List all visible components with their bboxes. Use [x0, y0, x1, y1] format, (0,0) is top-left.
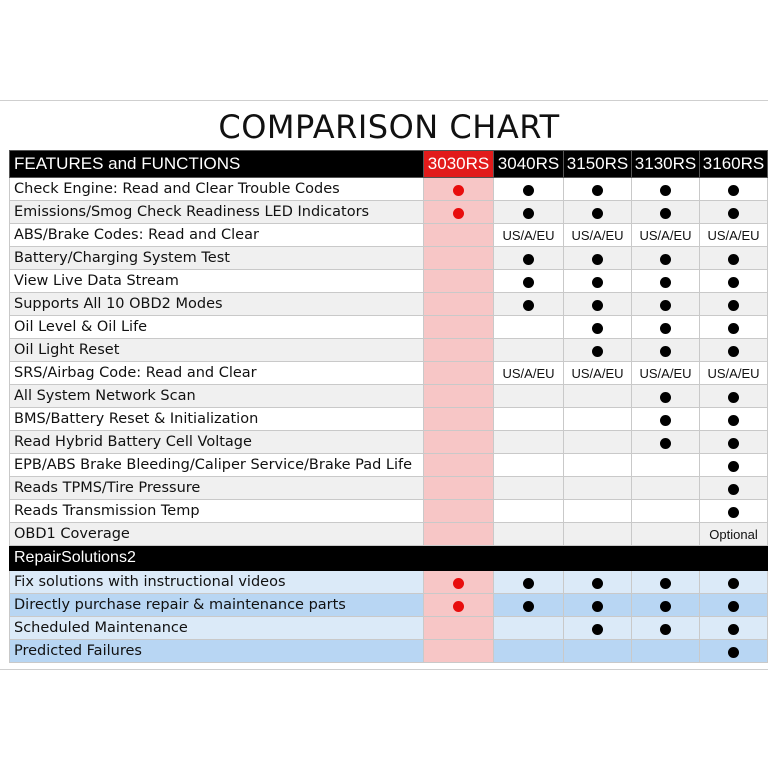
feature-cell-empty	[494, 523, 564, 546]
feature-cell-empty	[632, 454, 700, 477]
dot-icon	[523, 208, 534, 219]
feature-cell-empty	[424, 362, 494, 385]
dot-icon	[523, 578, 534, 589]
feature-name: Reads Transmission Temp	[10, 500, 424, 523]
feature-name: Oil Light Reset	[10, 339, 424, 362]
dot-icon	[523, 185, 534, 196]
feature-cell	[632, 316, 700, 339]
dot-icon	[660, 601, 671, 612]
feature-cell-empty	[494, 640, 564, 663]
feature-cell	[564, 617, 632, 640]
dot-icon	[660, 346, 671, 357]
feature-name: EPB/ABS Brake Bleeding/Caliper Service/Brake Pad Life	[10, 454, 424, 477]
dot-icon	[592, 601, 603, 612]
feature-name: All System Network Scan	[10, 385, 424, 408]
table-row	[10, 571, 768, 594]
feature-cell	[700, 571, 768, 594]
feature-cell	[494, 293, 564, 316]
feature-cell	[632, 247, 700, 270]
feature-cell	[632, 178, 700, 201]
feature-name: Check Engine: Read and Clear Trouble Codes	[10, 178, 424, 201]
dot-icon	[592, 300, 603, 311]
table-row	[10, 477, 768, 500]
table-row	[10, 270, 768, 293]
feature-cell	[494, 270, 564, 293]
table-row	[10, 201, 768, 224]
red-dot-icon	[453, 601, 464, 612]
dot-icon	[728, 415, 739, 426]
feature-cell	[700, 431, 768, 454]
dot-icon	[660, 438, 671, 449]
feature-cell-text: US/A/EU	[700, 224, 768, 247]
feature-cell	[494, 201, 564, 224]
feature-cell-empty	[494, 408, 564, 431]
feature-cell-empty	[564, 523, 632, 546]
feature-cell-text: US/A/EU	[632, 362, 700, 385]
dot-icon	[523, 254, 534, 265]
table-row	[10, 385, 768, 408]
dot-icon	[660, 624, 671, 635]
feature-cell	[494, 178, 564, 201]
feature-cell-empty	[494, 431, 564, 454]
feature-cell-empty	[424, 270, 494, 293]
feature-cell	[564, 339, 632, 362]
feature-cell	[564, 316, 632, 339]
feature-cell-empty	[424, 617, 494, 640]
dot-icon	[660, 277, 671, 288]
dot-icon	[523, 601, 534, 612]
feature-cell-empty	[494, 385, 564, 408]
feature-cell	[700, 500, 768, 523]
feature-cell-empty	[424, 339, 494, 362]
table-row	[10, 224, 768, 247]
dot-icon	[592, 208, 603, 219]
feature-name: ABS/Brake Codes: Read and Clear	[10, 224, 424, 247]
feature-name: Read Hybrid Battery Cell Voltage	[10, 431, 424, 454]
feature-cell	[700, 178, 768, 201]
dot-icon	[728, 507, 739, 518]
feature-name: Scheduled Maintenance	[10, 617, 424, 640]
feature-cell-empty	[632, 523, 700, 546]
feature-cell	[700, 293, 768, 316]
feature-cell-empty	[632, 640, 700, 663]
dot-icon	[728, 277, 739, 288]
feature-name: View Live Data Stream	[10, 270, 424, 293]
feature-name: Predicted Failures	[10, 640, 424, 663]
feature-cell	[700, 617, 768, 640]
feature-cell	[632, 617, 700, 640]
dot-icon	[728, 346, 739, 357]
feature-cell	[700, 385, 768, 408]
dot-icon	[728, 300, 739, 311]
feature-cell	[494, 571, 564, 594]
feature-cell-empty	[424, 523, 494, 546]
feature-cell	[424, 178, 494, 201]
feature-cell-empty	[494, 500, 564, 523]
feature-cell-empty	[564, 408, 632, 431]
dot-icon	[728, 392, 739, 403]
table-row	[10, 408, 768, 431]
feature-name: BMS/Battery Reset & Initialization	[10, 408, 424, 431]
table-row	[10, 316, 768, 339]
feature-cell-empty	[424, 454, 494, 477]
dot-icon	[592, 254, 603, 265]
feature-cell	[700, 339, 768, 362]
header-row	[10, 151, 768, 178]
feature-cell-empty	[424, 385, 494, 408]
feature-cell-empty	[564, 431, 632, 454]
dot-icon	[728, 208, 739, 219]
dot-icon	[728, 484, 739, 495]
feature-cell	[700, 247, 768, 270]
feature-cell-empty	[424, 431, 494, 454]
red-dot-icon	[453, 185, 464, 196]
feature-name: Emissions/Smog Check Readiness LED Indicators	[10, 201, 424, 224]
feature-name: Supports All 10 OBD2 Modes	[10, 293, 424, 316]
table-row	[10, 454, 768, 477]
feature-cell-text: US/A/EU	[564, 224, 632, 247]
feature-cell-text: US/A/EU	[564, 362, 632, 385]
feature-cell-empty	[632, 500, 700, 523]
feature-cell	[632, 293, 700, 316]
dot-icon	[660, 323, 671, 334]
feature-cell	[700, 201, 768, 224]
feature-cell	[564, 571, 632, 594]
dot-icon	[592, 277, 603, 288]
feature-cell-empty	[424, 247, 494, 270]
feature-cell-text: US/A/EU	[494, 362, 564, 385]
feature-cell-empty	[494, 454, 564, 477]
feature-name: Oil Level & Oil Life	[10, 316, 424, 339]
dot-icon	[660, 208, 671, 219]
feature-cell-empty	[564, 454, 632, 477]
model-header: 3160RS	[700, 151, 768, 178]
dot-icon	[728, 624, 739, 635]
feature-cell-empty	[494, 617, 564, 640]
section-label: RepairSolutions2	[10, 546, 768, 571]
dot-icon	[728, 461, 739, 472]
feature-cell-empty	[424, 640, 494, 663]
feature-name: Reads TPMS/Tire Pressure	[10, 477, 424, 500]
feature-cell	[700, 454, 768, 477]
feature-cell	[424, 594, 494, 617]
dot-icon	[592, 624, 603, 635]
feature-cell-empty	[564, 477, 632, 500]
feature-cell	[564, 201, 632, 224]
dot-icon	[523, 277, 534, 288]
feature-cell-empty	[632, 477, 700, 500]
dot-icon	[592, 323, 603, 334]
dot-icon	[728, 254, 739, 265]
dot-icon	[728, 438, 739, 449]
dot-icon	[660, 185, 671, 196]
feature-cell	[632, 385, 700, 408]
dot-icon	[592, 185, 603, 196]
feature-cell	[424, 201, 494, 224]
feature-cell	[632, 270, 700, 293]
feature-cell-empty	[494, 316, 564, 339]
feature-cell	[494, 247, 564, 270]
feature-cell-empty	[424, 477, 494, 500]
model-header: 3130RS	[632, 151, 700, 178]
feature-cell	[700, 316, 768, 339]
feature-cell-empty	[494, 339, 564, 362]
table-row	[10, 640, 768, 663]
feature-cell	[564, 594, 632, 617]
feature-cell	[424, 571, 494, 594]
features-header: FEATURES and FUNCTIONS	[10, 151, 424, 178]
dot-icon	[592, 346, 603, 357]
dot-icon	[660, 392, 671, 403]
feature-cell-empty	[424, 293, 494, 316]
dot-icon	[592, 578, 603, 589]
chart-title: COMPARISON CHART	[218, 108, 560, 146]
feature-cell	[632, 339, 700, 362]
red-dot-icon	[453, 208, 464, 219]
feature-cell	[632, 201, 700, 224]
section-header-row	[10, 546, 768, 571]
dot-icon	[728, 601, 739, 612]
dot-icon	[660, 300, 671, 311]
red-dot-icon	[453, 578, 464, 589]
feature-cell-empty	[424, 316, 494, 339]
feature-cell	[700, 640, 768, 663]
feature-cell-text: Optional	[700, 523, 768, 546]
feature-name: OBD1 Coverage	[10, 523, 424, 546]
dot-icon	[728, 647, 739, 658]
dot-icon	[523, 300, 534, 311]
feature-cell	[632, 431, 700, 454]
feature-cell	[494, 594, 564, 617]
feature-cell	[700, 477, 768, 500]
comparison-table	[9, 150, 768, 663]
model-header: 3040RS	[494, 151, 564, 178]
feature-cell	[564, 293, 632, 316]
table-row	[10, 293, 768, 316]
dot-icon	[728, 185, 739, 196]
feature-cell	[632, 594, 700, 617]
feature-cell	[700, 594, 768, 617]
table-row	[10, 594, 768, 617]
feature-cell	[632, 408, 700, 431]
feature-cell	[700, 408, 768, 431]
table-row	[10, 431, 768, 454]
dot-icon	[660, 415, 671, 426]
table-row	[10, 178, 768, 201]
table-row	[10, 617, 768, 640]
dot-icon	[728, 578, 739, 589]
feature-cell	[564, 247, 632, 270]
feature-name: SRS/Airbag Code: Read and Clear	[10, 362, 424, 385]
feature-cell	[564, 178, 632, 201]
table-row	[10, 523, 768, 546]
feature-cell	[564, 270, 632, 293]
dot-icon	[728, 323, 739, 334]
table-row	[10, 500, 768, 523]
feature-cell-text: US/A/EU	[700, 362, 768, 385]
feature-cell-text: US/A/EU	[494, 224, 564, 247]
feature-cell-empty	[494, 477, 564, 500]
model-header: 3150RS	[564, 151, 632, 178]
table-row	[10, 339, 768, 362]
feature-cell-empty	[424, 500, 494, 523]
feature-name: Fix solutions with instructional videos	[10, 571, 424, 594]
dot-icon	[660, 578, 671, 589]
table-row	[10, 247, 768, 270]
dot-icon	[660, 254, 671, 265]
feature-cell-empty	[564, 640, 632, 663]
feature-name: Battery/Charging System Test	[10, 247, 424, 270]
feature-cell-empty	[564, 500, 632, 523]
feature-cell-empty	[564, 385, 632, 408]
feature-cell-empty	[424, 408, 494, 431]
feature-cell	[632, 571, 700, 594]
feature-name: Directly purchase repair & maintenance parts	[10, 594, 424, 617]
feature-cell-empty	[424, 224, 494, 247]
model-header: 3030RS	[424, 151, 494, 178]
feature-cell-text: US/A/EU	[632, 224, 700, 247]
table-row	[10, 362, 768, 385]
feature-cell	[700, 270, 768, 293]
